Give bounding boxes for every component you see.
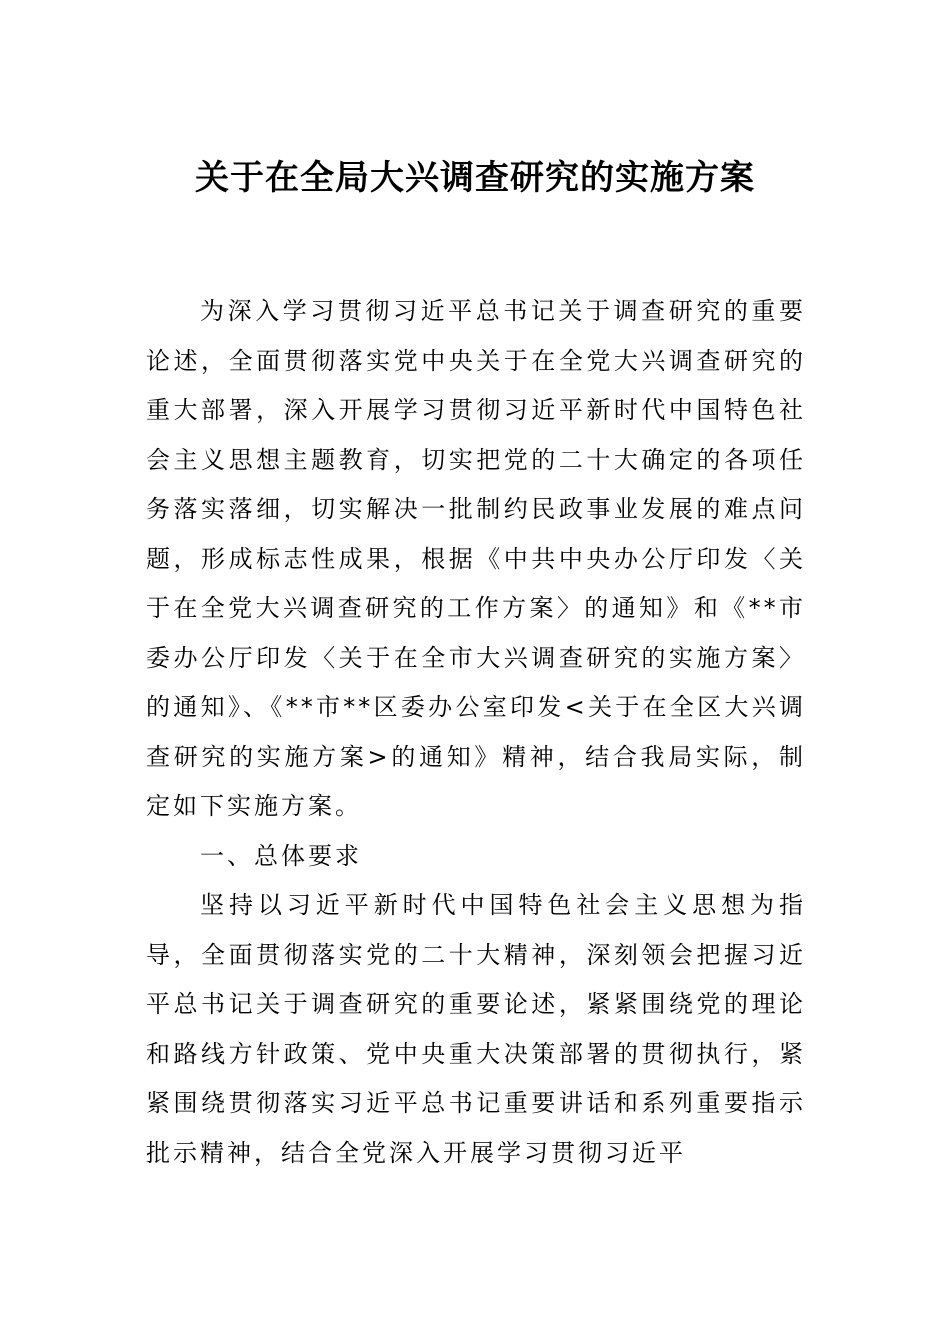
body-paragraph: 坚持以习近平新时代中国特色社会主义思想为指导，全面贯彻落实党的二十大精神，深刻领会把握习近平总书记关于调查研究的重要论述，紧紧围绕党的理论和路线方针政策、党中央重大决策部署的贯彻执行，紧紧围绕贯彻落实习近平总书记重要讲话和系列重要指示批示精神，结合全党深入开展学习贯彻习近平 — [146, 891, 806, 1167]
document-title: 关于在全局大兴调查研究的实施方案 — [195, 158, 755, 198]
section-heading: 一、总体要求 — [200, 841, 362, 870]
intro-paragraph: 为深入学习贯彻习近平总书记关于调查研究的重要论述，全面贯彻落实党中央关于在全党大兴调查研究的重大部署，深入开展学习贯彻习近平新时代中国特色社会主义思想主题教育，切实把党的二十大确定的各项任务落实落细，切实解决一批制约民政事业发展的难点问题，形成标志性成果，根据《中共中央办公厅印发〈关于在全党大兴调查研究的工作方案〉的通知》和《**市委办公厅印发〈关于在全市大兴调查研究的实施方案〉的通知》、《**市**区委办公室印发<关于在全区大兴调查研究的实施方案>的通知》精神，结合我局实际，制定如下实施方案。 — [146, 297, 806, 820]
document-body — [146, 287, 806, 1178]
